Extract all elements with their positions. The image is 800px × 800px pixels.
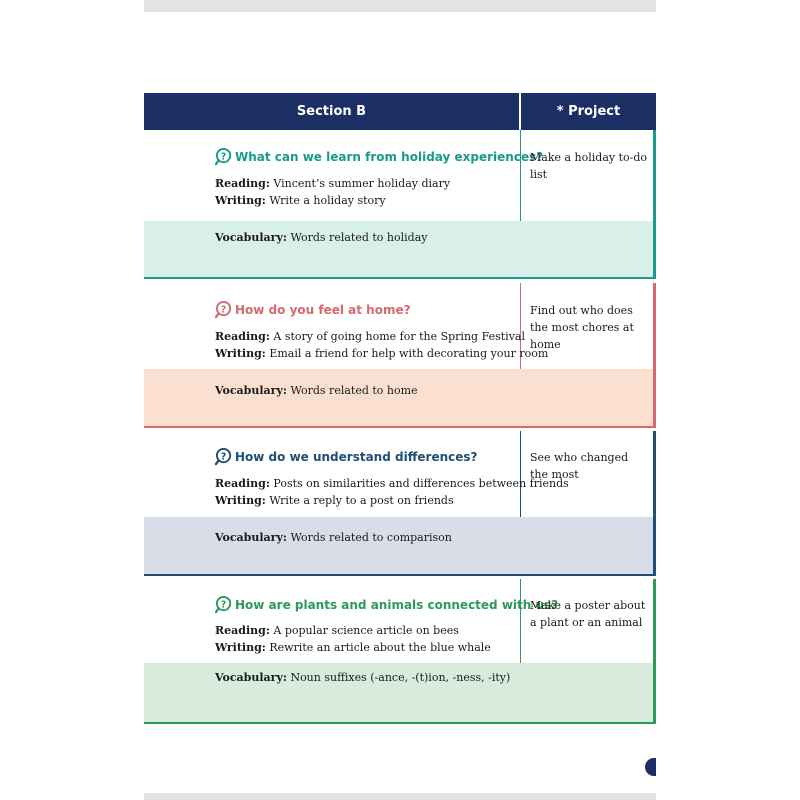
unit-row-1 <box>144 130 656 279</box>
right-border <box>653 130 656 279</box>
reading-text: Vincent’s summer holiday diary <box>273 177 451 190</box>
bottom-border <box>144 574 656 576</box>
writing-label: Writing: <box>215 494 266 507</box>
bottom-border <box>144 722 656 724</box>
writing-text: Write a holiday story <box>269 194 386 207</box>
svg-text:?: ? <box>220 304 227 316</box>
vocabulary-line <box>215 531 452 544</box>
unit-row-3 <box>144 431 656 576</box>
project-text: See who changed the most <box>530 451 629 481</box>
guiding-question <box>215 300 411 319</box>
vocabulary-band <box>144 221 653 277</box>
right-border <box>653 283 656 428</box>
vocabulary-band <box>144 369 653 426</box>
project-text: Make a holiday to-do list <box>530 151 648 181</box>
project-divider <box>520 130 521 221</box>
writing-line <box>215 641 491 654</box>
svg-text:?: ? <box>220 451 227 463</box>
question-magnifier-icon <box>215 595 234 614</box>
reading-label: Reading: <box>215 330 270 343</box>
project-text: Make a poster about a plant or an animal <box>530 599 646 629</box>
vocabulary-line <box>215 384 418 397</box>
writing-line <box>215 494 454 507</box>
reading-line <box>215 477 569 490</box>
question-text: How do you feel at home? <box>235 302 411 317</box>
vocabulary-text: Words related to comparison <box>290 531 452 544</box>
reading-label: Reading: <box>215 624 270 637</box>
writing-label: Writing: <box>215 194 266 207</box>
bottom-border <box>144 277 656 279</box>
reading-line <box>215 177 450 190</box>
svg-text:?: ? <box>220 599 227 611</box>
writing-line <box>215 347 548 360</box>
project-divider <box>520 431 521 517</box>
writing-label: Writing: <box>215 641 266 654</box>
table-header <box>144 93 656 130</box>
unit-row-4 <box>144 579 656 724</box>
writing-text: Email a friend for help with decorating your room <box>269 347 549 360</box>
vocabulary-text: Words related to home <box>290 384 418 397</box>
right-border <box>653 579 656 724</box>
project-text: Find out who does the most chores at home <box>530 304 634 351</box>
project-header: * Project <box>556 104 621 119</box>
writing-line <box>215 194 386 207</box>
vocabulary-label: Vocabulary: <box>215 384 287 397</box>
question-text: How are plants and animals connected with us? <box>235 597 559 612</box>
reading-line <box>215 624 459 637</box>
page-number-tab <box>645 758 656 776</box>
vocabulary-label: Vocabulary: <box>215 531 287 544</box>
bottom-border <box>144 426 656 428</box>
reading-text: A popular science article on bees <box>273 624 459 637</box>
reading-label: Reading: <box>215 177 270 190</box>
writing-text: Rewrite an article about the blue whale <box>269 641 491 654</box>
guiding-question <box>215 447 478 466</box>
question-text: How do we understand differences? <box>235 449 478 464</box>
section-b-header: Section B <box>296 104 367 119</box>
reading-text: Posts on similarities and differences between friends <box>273 477 569 490</box>
right-border <box>653 431 656 576</box>
vocabulary-band <box>144 517 653 574</box>
writing-label: Writing: <box>215 347 266 360</box>
vocabulary-line <box>215 671 510 684</box>
reading-label: Reading: <box>215 477 270 490</box>
bottom-page-edge <box>144 793 656 800</box>
vocabulary-text: Noun suffixes (-ance, -(t)ion, -ness, -ity) <box>290 671 511 684</box>
guiding-question <box>215 147 543 166</box>
svg-text:?: ? <box>220 151 227 163</box>
reading-line <box>215 330 525 343</box>
reading-text: A story of going home for the Spring Festival <box>273 330 525 343</box>
question-text: What can we learn from holiday experiences? <box>235 149 544 164</box>
vocabulary-text: Words related to holiday <box>290 231 428 244</box>
question-magnifier-icon <box>215 147 234 166</box>
top-page-edge <box>144 0 656 12</box>
question-magnifier-icon <box>215 300 234 319</box>
vocabulary-label: Vocabulary: <box>215 671 287 684</box>
project-divider <box>520 579 521 663</box>
question-magnifier-icon <box>215 447 234 466</box>
unit-row-2 <box>144 283 656 428</box>
vocabulary-line <box>215 231 427 244</box>
vocabulary-label: Vocabulary: <box>215 231 287 244</box>
guiding-question <box>215 595 558 614</box>
writing-text: Write a reply to a post on friends <box>269 494 454 507</box>
